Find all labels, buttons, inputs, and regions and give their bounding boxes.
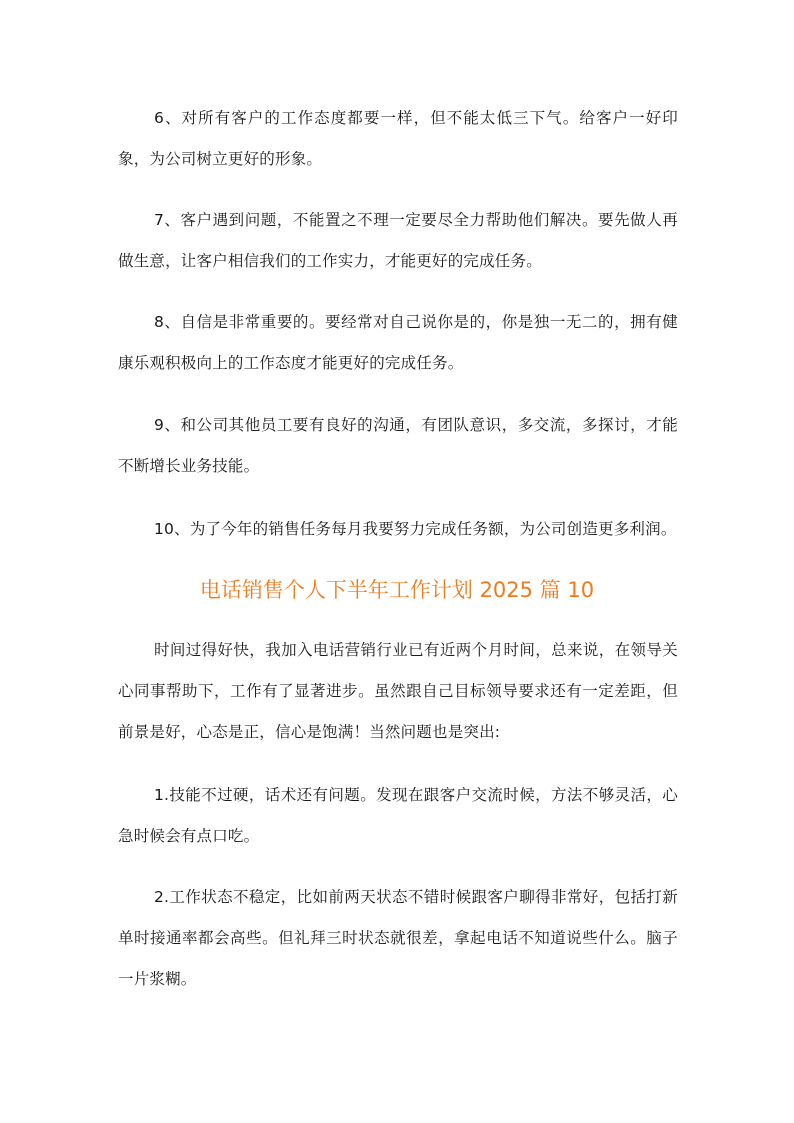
paragraph-item-10: 10、为了今年的销售任务每月我要努力完成任务额，为公司创造更多利润。 <box>154 520 677 538</box>
section-heading: 电话销售个人下半年工作计划 2025 篇 10 <box>199 578 595 602</box>
paragraph-item-6: 6、对所有客户的工作态度都要一样，但不能太低三下气。给客户一好印象，为公司树立更好的形象。 <box>118 109 678 168</box>
issue-paragraph-1: 1.技能不过硬，话术还有问题。发现在跟客户交流时候，方法不够灵活，心急时候会有点口吃。 <box>118 786 678 845</box>
paragraph-item-7: 7、客户遇到问题，不能置之不理一定要尽全力帮助他们解决。要先做人再做生意，让客户相信我们的工作实力，才能更好的完成任务。 <box>118 211 678 270</box>
paragraph-item-9: 9、和公司其他员工要有良好的沟通，有团队意识，多交流，多探讨，才能不断增长业务技能。 <box>118 416 678 475</box>
issue-paragraph-2: 2.工作状态不稳定，比如前两天状态不错时候跟客户聊得非常好，包括打新单时接通率都会高些。但礼拜三时状态就很差，拿起电话不知道说些什么。脑子一片浆糊。 <box>118 888 678 988</box>
intro-paragraph: 时间过得好快，我加入电话营销行业已有近两个月时间，总来说，在领导关心同事帮助下，工作有了显著进步。虽然跟自己目标领导要求还有一定差距，但前景是好，心态是正，信心是饱满！当然问题也是突出: <box>118 641 678 741</box>
paragraph-item-8: 8、自信是非常重要的。要经常对自己说你是的，你是独一无二的，拥有健康乐观积极向上的工作态度才能更好的完成任务。 <box>118 313 678 372</box>
